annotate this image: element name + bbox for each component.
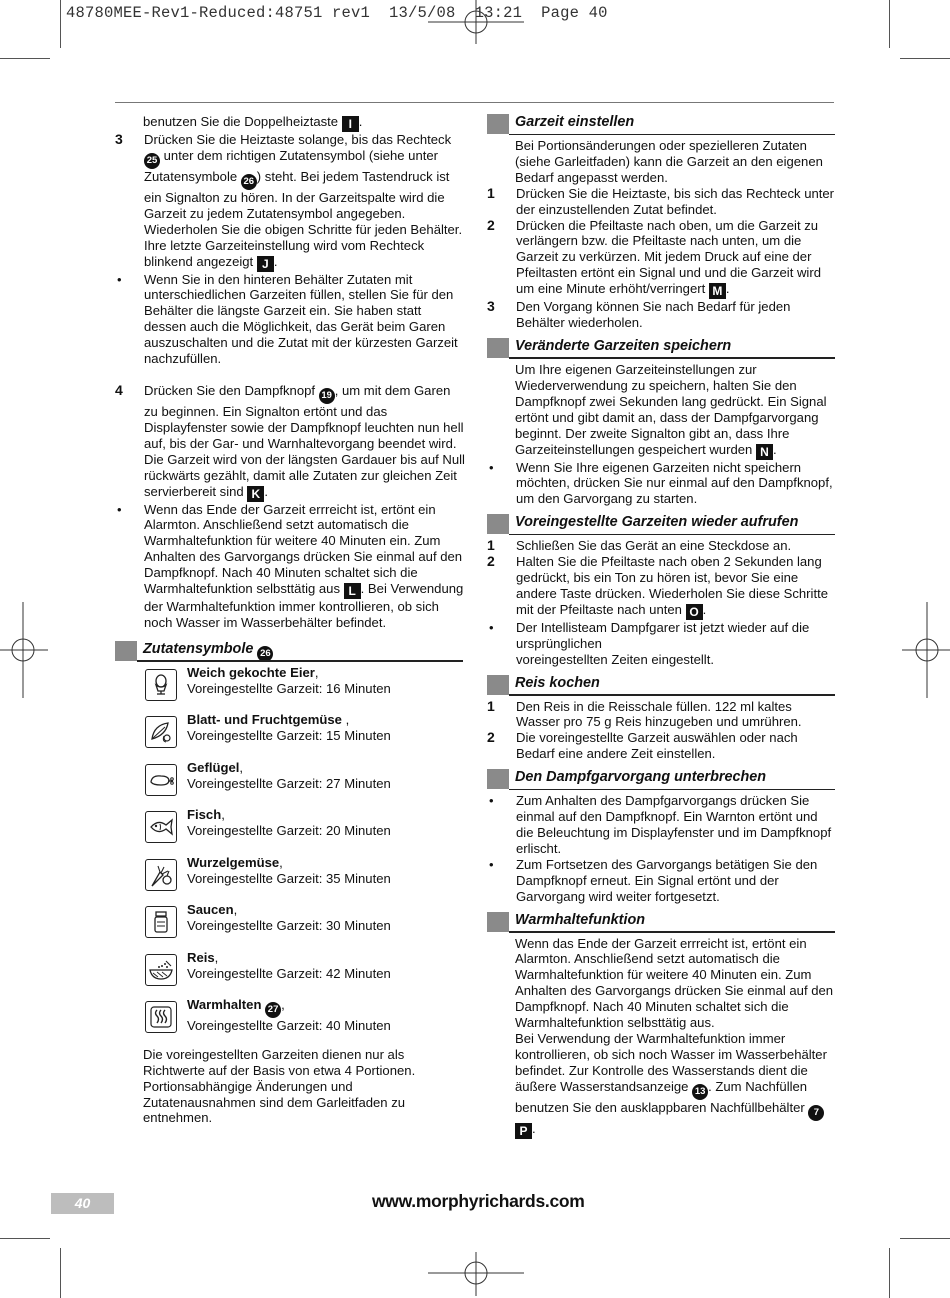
step-number: 3 <box>487 298 495 315</box>
paragraph: benutzen Sie die Doppelheiztaste I . <box>143 114 363 131</box>
step-1: 1 Schließen Sie das Gerät an eine Steckdose an. <box>487 537 792 554</box>
bullet-item: • Zum Fortsetzen des Garvorgangs betätigen Sie den Dampfknopf erneut. Ein Signal ertönt und der Garvorgang wird weiter fortgesetzt. <box>489 856 818 904</box>
paragraph: Bei Portionsänderungen oder spezielleren Zutaten (siehe Garleitfaden) kann die Garzeit an den eigenen Bedarf angepasst werden. <box>515 138 823 185</box>
bullet: • <box>489 619 494 635</box>
leaf-icon <box>145 716 177 748</box>
step-number: 3 <box>115 131 123 147</box>
bullet-item: • Der Intellisteam Dampfgarer ist jetzt wieder auf die ursprünglichen voreingestellten Zeiten eingestellt. <box>489 619 810 667</box>
letter-label: O <box>686 604 703 620</box>
crop-mark <box>889 1248 890 1298</box>
crop-mark <box>900 58 950 59</box>
section-heading-warmhaltefunktion: Warmhaltefunktion <box>487 912 837 933</box>
registration-mark-bottom <box>428 1252 524 1296</box>
paragraph: Um Ihre eigenen Garzeiteinstellungen zur Wiederverwendung zu speichern, halten Sie den Dampfknopf zwei Sekunden lang gedrückt. Ein Signal ertönt und gibt damit an, dass der Dampfgarvorgang beginnt. Der zweite Signalton gibt an, dass Ihre Garzeiteinstellungen gespeichert wurden N . <box>515 361 827 459</box>
step-number: 1 <box>487 537 495 554</box>
bullet-item: • Zum Anhalten des Dampfgarvorgangs drücken Sie einmal auf den Dampfknopf. Ein Warnton ertönt und die Beleuchtung im Displayfenster und im Dampfknopf erlischt. <box>489 793 832 856</box>
right-column <box>487 114 837 1139</box>
letter-label: I <box>342 116 359 132</box>
bullet: • <box>489 793 494 809</box>
bullet: • <box>117 501 122 517</box>
crop-mark <box>0 1238 50 1239</box>
step-number: 2 <box>487 216 495 233</box>
letter-label: P <box>515 1123 532 1139</box>
symbol-row: Fisch, Voreingestellte Garzeit: 20 Minuten <box>115 807 465 855</box>
egg-icon <box>145 669 177 701</box>
section-heading-zutatensymbole: Zutatensymbole 26 <box>115 641 465 662</box>
section-heading-garzeiten-aufrufen: Voreingestellte Garzeiten wieder aufrufen <box>487 514 837 535</box>
section-heading-reis-kochen: Reis kochen <box>487 675 837 696</box>
step-1: 1 Drücken Sie die Heiztaste, bis sich das Rechteck unter der einzustellenden Zutat befindet. <box>487 184 835 217</box>
bullet: • <box>489 856 494 872</box>
reference-number: 27 <box>265 1002 281 1018</box>
paragraph: Bei Verwendung der Warmhaltefunktion immer kontrollieren, ob sich noch Wasser im Wasserbehälter befindet. Zur Kontrolle des Wasserstands dient die äußere Wasserstandsanzeige 13 . Zum Nachfüllen benutzen Sie den ausklappbaren Nachfüllbehälter 7 P . <box>515 1030 827 1138</box>
step-2: 2 Die voreingestellte Garzeit auswählen oder nach Bedarf eine andere Zeit einstellen. <box>487 729 798 762</box>
step-1: 1 Den Reis in die Reisschale füllen. 122 ml kaltes Wasser pro 75 g Reis hinzugeben und umrühren. <box>487 697 802 730</box>
registration-mark-right <box>902 602 950 698</box>
letter-label: J <box>257 256 274 272</box>
print-slug: 48780MEE-Rev1-Reduced:48751 rev1 13/5/08 13:21 Page 40 <box>66 4 608 22</box>
bullet-item: • Wenn das Ende der Garzeit errreicht ist, ertönt ein Alarmton. Anschließend setzt automatisch die Warmhaltefunktion für weitere 40 Minuten ein. Zum Anhalten des Garvorgangs drücken Sie einmal auf den Dampfknopf. Nach 40 Minuten schaltet sich die Warmhaltefunktion selbsttätig aus L . Bei Verwendung der Warmhaltefunktion immer kontrollieren, ob sich noch Wasser im Wasserbehälter befindet. <box>117 501 464 630</box>
step-3: 3 Drücken Sie die Heiztaste solange, bis das Rechteck 25 unter dem richtigen Zutatensymbol (siehe unter Zutatensymbole 26 ) steht. Bei jedem Tastendruck ist ein Signalton zu hören. In der Garzeitspalte wird die Garzeit zu jedem Zutatensymbol angegeben. Wiederholen Sie die obigen Schritte für jeden Behälter. Ihre letzte Garzeiteinstellung wird vom Rechteck blinkend angezeigt J . <box>115 131 463 271</box>
section-heading-dampfgarvorgang-unterbrechen: Den Dampfgarvorgang unterbrechen <box>487 769 837 790</box>
crop-mark <box>60 1248 61 1298</box>
symbol-row: Wurzelgemüse, Voreingestellte Garzeit: 35 Minuten <box>115 855 465 903</box>
rice-bowl-icon <box>145 954 177 986</box>
bullet-item: • Wenn Sie in den hinteren Behälter Zutaten mit unterschiedlichen Garzeiten füllen, stellen Sie für den Behälter die längste Garzeit ein. Sie haben statt dessen auch die Möglichkeit, das Gerät beim Garen auszuschalten und die Zutat mit der kürzesten Garzeit nachzufüllen. <box>117 271 458 367</box>
crop-mark <box>889 0 890 48</box>
reference-number: 7 <box>808 1105 824 1121</box>
poultry-icon <box>145 764 177 796</box>
bullet: • <box>489 459 494 475</box>
step-4: 4 Drücken Sie den Dampfknopf 19 , um mit dem Garen zu beginnen. Ein Signalton ertönt und das Displayfenster sowie der Dampfknopf leuchten nun hell auf, bis der Gar- und Warnhaltevorgang beendet wird. Die Garzeit wird von der längsten Gardauer bis auf Null rückwärts gezählt, damit alle Zutaten zur gleichen Zeit servierbereit sind K . <box>115 381 465 501</box>
symbol-row: Blatt- und Fruchtgemüse , Voreingestellte Garzeit: 15 Minuten <box>115 712 465 760</box>
paragraph: Wenn das Ende der Garzeit errreicht ist, ertönt ein Alarmton. Anschließend setzt automatisch die Warmhaltefunktion für weitere 40 Minuten ein. Zum Anhalten des Garvorgangs drücken Sie einmal auf den Dampfknopf. Nach 40 Minuten schaltet sich die Warmhaltefunktion selbsttätig aus. <box>515 935 834 1031</box>
bullet-item: • Wenn Sie Ihre eigenen Garzeiten nicht speichern möchten, drücken Sie nur einmal auf den Dampfknopf, um den Garvorgang zu starten. <box>489 459 833 507</box>
root-vegetable-icon <box>145 859 177 891</box>
crop-mark <box>0 58 50 59</box>
registration-mark-left <box>0 602 48 698</box>
letter-label: N <box>756 444 773 460</box>
symbol-row: Warmhalten 27 , Voreingestellte Garzeit: 40 Minuten <box>115 997 465 1045</box>
left-column <box>115 114 465 1126</box>
symbol-row: Reis, Voreingestellte Garzeit: 42 Minuten <box>115 950 465 998</box>
sauce-jar-icon <box>145 906 177 938</box>
crop-mark <box>60 0 61 48</box>
step-number: 2 <box>487 729 495 746</box>
letter-label: L <box>344 583 361 599</box>
letter-label: M <box>709 283 726 299</box>
reference-number: 25 <box>144 153 160 169</box>
step-number: 1 <box>487 184 495 201</box>
bullet: • <box>117 271 122 287</box>
registration-mark-top <box>428 0 524 44</box>
reference-number: 13 <box>692 1084 708 1100</box>
symbol-row: Saucen, Voreingestellte Garzeit: 30 Minuten <box>115 902 465 950</box>
symbol-row: Geflügel, Voreingestellte Garzeit: 27 Minuten <box>115 760 465 808</box>
step-number: 1 <box>487 697 495 714</box>
closing-paragraph: Die voreingestellten Garzeiten dienen nur als Richtwerte auf der Basis von etwa 4 Portionen. Portionsabhängige Änderungen und Zutatenausnahmen sind dem Garleitfaden zu entnehmen. <box>143 1046 416 1126</box>
steam-heat-icon <box>145 1001 177 1033</box>
section-heading-garzeiten-speichern: Veränderte Garzeiten speichern <box>487 338 837 359</box>
fish-icon <box>145 811 177 843</box>
step-2: 2 Halten Sie die Pfeiltaste nach oben 2 Sekunden lang gedrückt, bis ein Ton zu hören ist, bevor Sie eine andere Taste drücken. Wiederholen Sie diese Schritte mit der Pfeiltaste nach unten O . <box>487 553 829 619</box>
header-rule <box>115 102 834 103</box>
page-number: 40 <box>51 1193 114 1214</box>
section-heading-garzeit-einstellen: Garzeit einstellen <box>487 114 837 135</box>
step-number: 4 <box>115 381 123 398</box>
symbol-row: Weich gekochte Eier, Voreingestellte Garzeit: 16 Minuten <box>115 665 465 713</box>
crop-mark <box>900 1238 950 1239</box>
letter-label: K <box>247 486 264 502</box>
step-2: 2 Drücken die Pfeiltaste nach oben, um die Garzeit zu verlängern bzw. die Pfeiltaste nach unten, um die Garzeit zu verkürzen. Mit jedem Druck auf eine der Pfeiltasten ertönt ein Signal und und die Garzeit wird um eine Minute erhöht/verringert M . <box>487 216 821 299</box>
website-url: www.morphyrichards.com <box>372 1191 585 1211</box>
reference-number: 26 <box>241 174 257 190</box>
reference-number: 26 <box>257 646 273 662</box>
step-3: 3 Den Vorgang können Sie nach Bedarf für jeden Behälter wiederholen. <box>487 298 791 331</box>
step-number: 2 <box>487 553 495 570</box>
reference-number: 19 <box>319 388 335 404</box>
